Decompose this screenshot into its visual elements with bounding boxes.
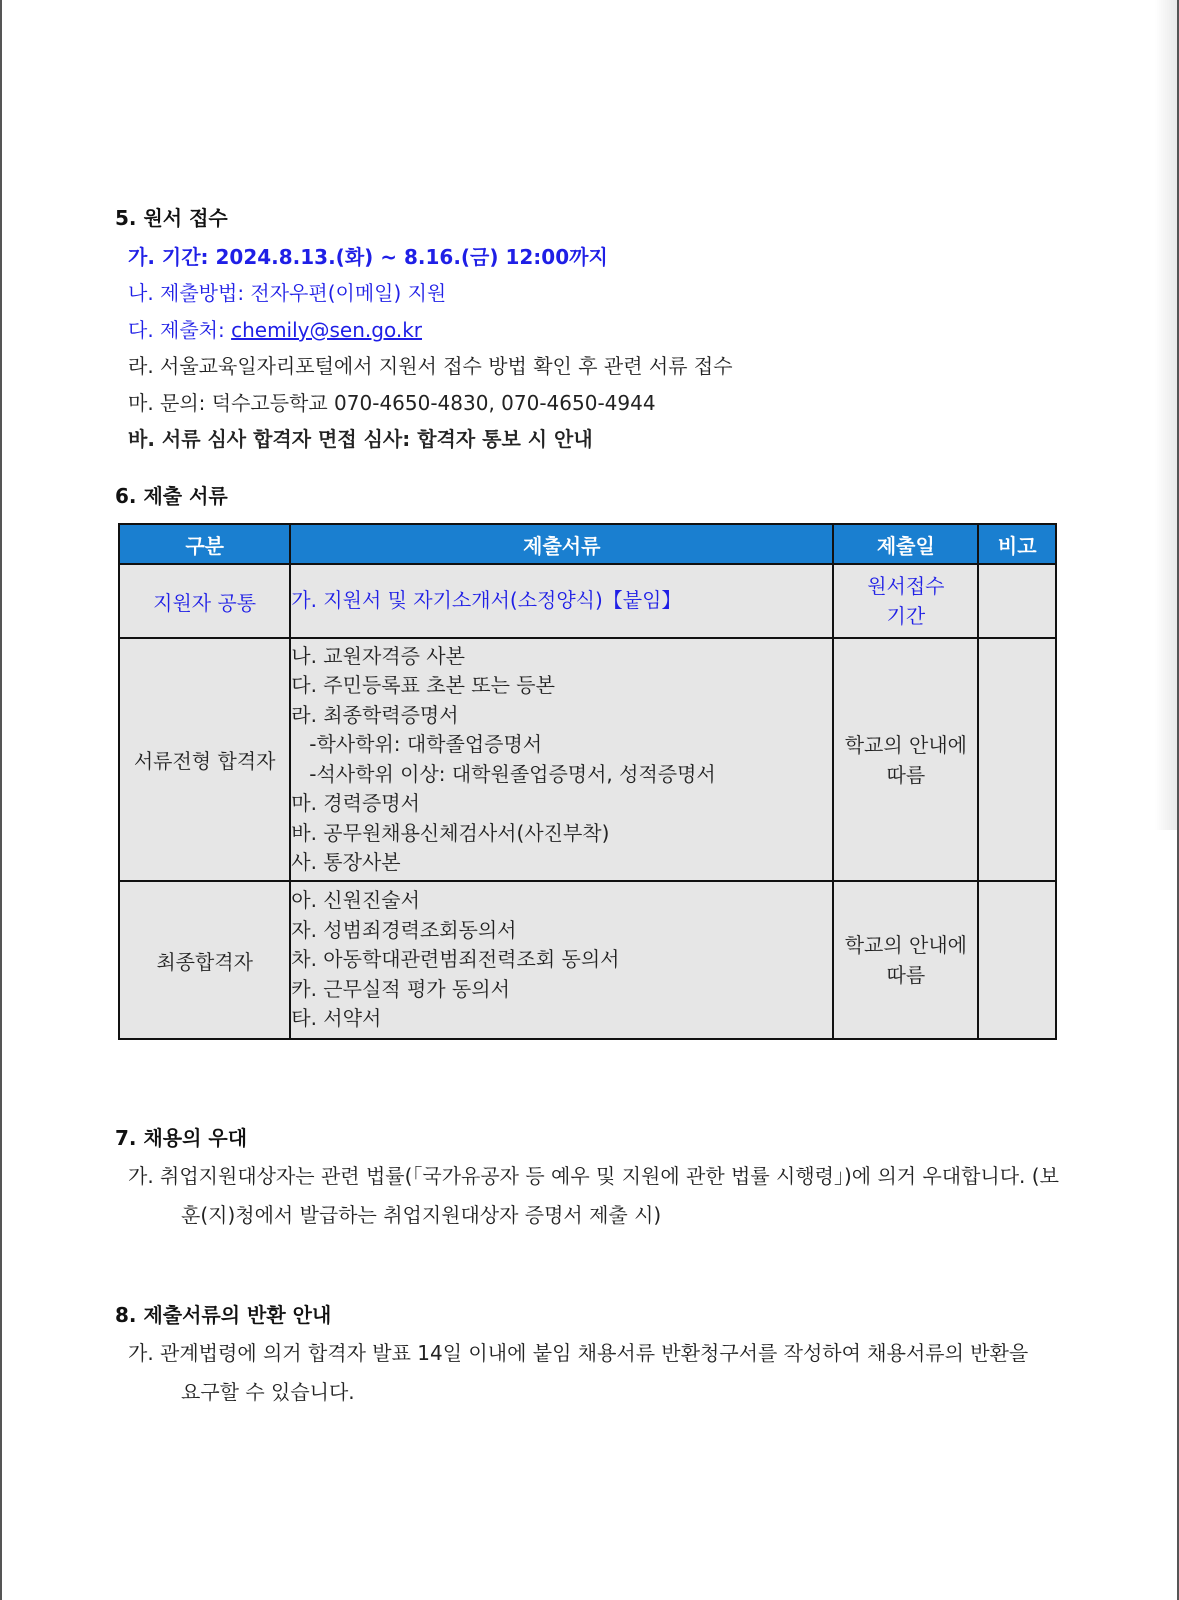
header-documents: 제출서류 [290, 524, 833, 564]
return-line-1: 가. 관계법령에 의거 합격자 발표 14일 이내에 붙임 채용서류 반환청구서를 작성하여 채용서류의 반환을 [128, 1341, 1029, 1365]
document-item: 다. 주민등록표 초본 또는 등본 [291, 673, 555, 697]
documents-table [118, 523, 1057, 1040]
document-item: 나. 교원자격증 사본 [291, 643, 465, 668]
submission-method: 나. 제출방법: 전자우편(이메일) 지원 [128, 281, 447, 305]
header-note: 비고 [978, 524, 1056, 564]
portal-notice: 라. 서울교육일자리포털에서 지원서 접수 방법 확인 후 관련 서류 접수 [128, 354, 733, 378]
email-link[interactable]: chemily@sen.go.kr [231, 318, 423, 342]
table-row [119, 638, 1056, 881]
destination-label: 다. 제출처: [128, 318, 232, 342]
document-item: 사. 통장사본 [291, 850, 401, 874]
preference-paragraph [128, 1157, 1078, 1235]
preference-line-2: 훈(지)청에서 발급하는 취업지원대상자 증명서 제출 시) [181, 1203, 662, 1227]
document-item: 가. 지원서 및 자기소개서(소정양식)【붙임】 [291, 588, 682, 613]
return-paragraph [128, 1334, 1078, 1412]
date-line: 기간 [886, 604, 926, 628]
document-item: 자. 성범죄경력조회동의서 [291, 917, 517, 942]
row-documents [290, 881, 833, 1039]
date-line: 따름 [886, 963, 926, 987]
date-line: 학교의 안내에 [844, 933, 967, 957]
table-row [119, 564, 1056, 638]
document-item: 타. 서약서 [291, 1006, 382, 1031]
row-category: 최종합격자 [119, 881, 290, 1039]
submission-destination [128, 314, 422, 343]
table-row [119, 881, 1056, 1039]
row-documents [290, 564, 833, 638]
row-submit-date [833, 638, 978, 881]
row-category: 지원자 공통 [119, 564, 290, 638]
row-note [978, 564, 1056, 638]
document-subitem: -학사학위: 대학졸업증명서 [309, 732, 543, 756]
document-item: 차. 아동학대관련범죄전력조회 동의서 [291, 947, 620, 972]
table-header-row [119, 524, 1056, 564]
date-line: 따름 [886, 762, 926, 787]
section-5-heading: 5. 원서 접수 [115, 206, 228, 230]
return-line-2: 요구할 수 있습니다. [181, 1380, 355, 1404]
contact-info: 마. 문의: 덕수고등학교 070-4650-4830, 070-4650-4944 [128, 391, 656, 415]
application-period: 가. 기간: 2024.8.13.(화) ~ 8.16.(금) 12:00까지 [128, 245, 608, 269]
document-item: 아. 신원진술서 [291, 888, 420, 913]
row-note [978, 881, 1056, 1039]
document-item: 마. 경력증명서 [291, 791, 420, 815]
document-subitem: -석사학위 이상: 대학원졸업증명서, 성적증명서 [309, 761, 716, 786]
header-submit-date: 제출일 [833, 524, 978, 564]
preference-line-1: 가. 취업지원대상자는 관련 법률(｢국가유공자 등 예우 및 지원에 관한 법률 시행령｣)에 의거 우대합니다. (보 [128, 1164, 1059, 1188]
section-7-heading: 7. 채용의 우대 [115, 1126, 248, 1150]
section-6-heading: 6. 제출 서류 [115, 484, 228, 508]
date-line: 학교의 안내에 [844, 732, 967, 757]
interview-notice: 바. 서류 심사 합격자 면접 심사: 합격자 통보 시 안내 [128, 427, 593, 451]
document-item: 카. 근무실적 평가 동의서 [291, 976, 510, 1001]
row-note [978, 638, 1056, 881]
section-8-heading: 8. 제출서류의 반환 안내 [115, 1303, 332, 1327]
document-item: 라. 최종학력증명서 [291, 702, 459, 727]
date-line: 원서접수 [867, 574, 945, 598]
row-submit-date [833, 881, 978, 1039]
page-edge-shadow [1155, 0, 1177, 830]
document-item: 바. 공무원채용신체검사서(사진부착) [291, 820, 610, 845]
row-category: 서류전형 합격자 [119, 638, 290, 881]
row-documents [290, 638, 833, 881]
row-submit-date [833, 564, 978, 638]
header-category: 구분 [119, 524, 290, 564]
